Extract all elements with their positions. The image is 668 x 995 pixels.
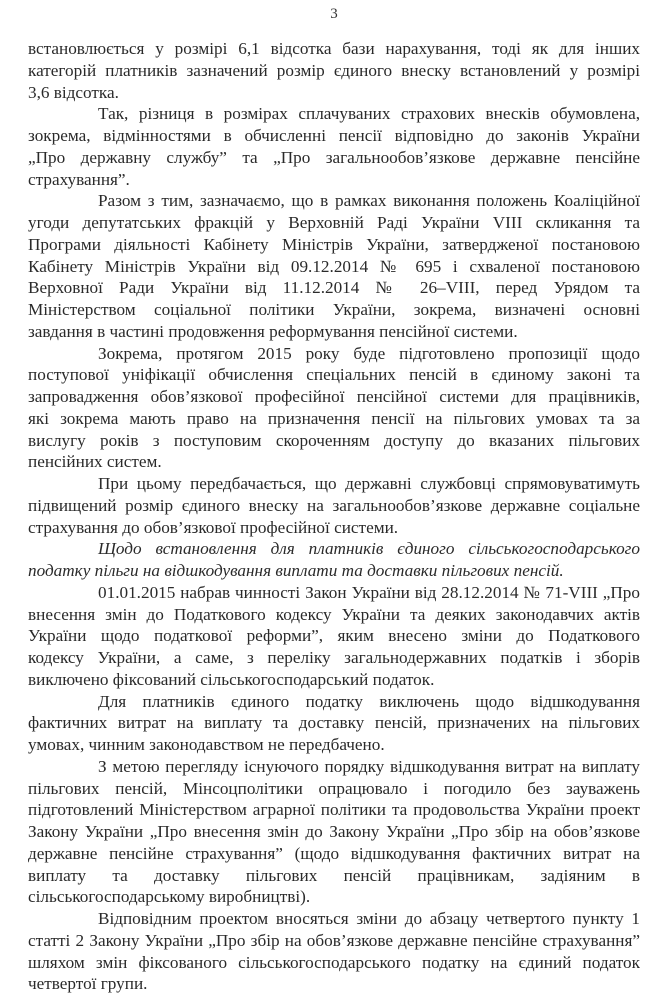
section-heading (28, 538, 640, 582)
paragraph (28, 473, 640, 538)
paragraph (28, 38, 640, 103)
text-line: Верховної Ради України від 11.12.2014 № 26–VIII, перед Урядом та (28, 278, 640, 298)
text-line: України щодо податкової реформи”, яким внесено зміни до Податкового (28, 626, 640, 646)
text-line: Програми діяльності Кабінету Міністрів України, затвердженої постановою (28, 234, 640, 254)
paragraph (28, 343, 640, 474)
text-line: пенсійних систем. (28, 452, 162, 472)
text-line: кодексу України, а саме, з переліку загальнодержавних податків і зборів (28, 648, 640, 667)
text-line: четвертої групи. (28, 974, 148, 994)
text-line: „Про державну службу” та „Про загальнообов’язкове державне пенсійне (28, 147, 640, 167)
text-line: виплату та доставку пільгових пенсій працівникам, задіяним в (28, 865, 640, 885)
text-line: Зокрема, протягом 2015 року буде підготовлено пропозиції щодо (98, 343, 640, 363)
text-line: які зокрема мають право на призначення пенсії на пільгових умовах та за (28, 408, 640, 428)
text-line: внесення змін до Податкового кодексу України та деяких законодавчих актів (28, 604, 640, 624)
text-line: угоди депутатських фракцій у Верховній Раді України VIII скликання та (28, 213, 640, 232)
text-line: статті 2 Закону України „Про збір на обов’язкове державне пенсійне страхування” (28, 930, 640, 950)
page-number: 3 (330, 6, 338, 22)
text-line: Так, різниця в розмірах сплачуваних страхових внесків обумовлена, (98, 104, 640, 124)
text-line: податку пільги на відшкодування виплати та доставки пільгових пенсій. (28, 561, 564, 580)
text-line: запровадження обов’язкової професійної пенсійної системи для працівників, (28, 387, 640, 406)
text-line: Для платників єдиного податку виключень щодо відшкодування (98, 691, 640, 711)
text-line: шляхом змін фіксованого сільськогосподарського податку на єдиний податок (28, 952, 640, 972)
text-line: З метою перегляду існуючого порядку відшкодування витрат на виплату (98, 756, 640, 776)
text-line: пільгових пенсій, Мінсоцполітики опрацювало і погодило без зауважень (28, 778, 640, 798)
text-line: зокрема, відмінностями в обчисленні пенсії відповідно до законів України (28, 126, 640, 145)
paragraph (28, 190, 640, 342)
text-line: встановлюється у розмірі 6,1 відсотка бази нарахування, тоді як для інших (28, 39, 640, 58)
text-line: Відповідним проектом вносяться зміни до абзацу четвертого пункту 1 (98, 909, 640, 928)
text-line: страхування”. (28, 169, 130, 189)
text-line: 3,6 відсотка. (28, 82, 119, 102)
paragraph (28, 582, 640, 691)
paragraph (28, 756, 640, 908)
paragraph (28, 908, 640, 995)
text-line: Щодо встановлення для платників єдиного сільськогосподарського (98, 539, 640, 559)
text-line: вислугу років з поступовим скороченням доступу до вказаних пільгових (28, 430, 640, 450)
text-line: підвищений розмір єдиного внеску на загальнообов’язкове державне соціальне (28, 495, 640, 515)
text-line: фактичних витрат на виплату та доставку пенсій, призначених на пільгових (28, 713, 640, 733)
text-line: сільськогосподарському виробництві). (28, 887, 311, 907)
text-line: завдання в частині продовження реформування пенсійної системи. (28, 321, 518, 341)
text-line: категорій платників зазначений розмір єдиного внеску встановлений у розмірі (28, 60, 640, 80)
paragraph (28, 691, 640, 756)
text-line: Разом з тим, зазначаємо, що в рамках виконання положень Коаліційної (98, 191, 640, 211)
text-line: При цьому передбачається, що державні службовці спрямовуватимуть (98, 474, 640, 493)
text-line: Міністерством соціальної політики України, зокрема, визначені основні (28, 300, 640, 319)
text-line: умовах, чинним законодавством не передбачено. (28, 735, 385, 754)
text-line: страхування до обов’язкової професійної системи. (28, 517, 399, 537)
text-line: виключено фіксований сільськогосподарський податок. (28, 669, 435, 689)
text-line: Кабінету Міністрів України від 09.12.2014 № 695 і схваленої постановою (28, 256, 640, 276)
text-line: поступової уніфікації обчислення спеціальних пенсій в єдиному законі та (28, 365, 640, 385)
text-line: 01.01.2015 набрав чинності Закон України від 28.12.2014 № 71-VIII „Про (98, 582, 640, 602)
text-line: державне пенсійне страхування” (щодо відшкодування фактичних витрат на (28, 843, 640, 863)
text-line: Закону України „Про внесення змін до Закону України „Про збір на обов’язкове (28, 822, 640, 841)
text-line: підготовлений Міністерством аграрної політики та продовольства України проект (28, 800, 640, 820)
document-body (28, 38, 640, 995)
paragraph (28, 103, 640, 190)
